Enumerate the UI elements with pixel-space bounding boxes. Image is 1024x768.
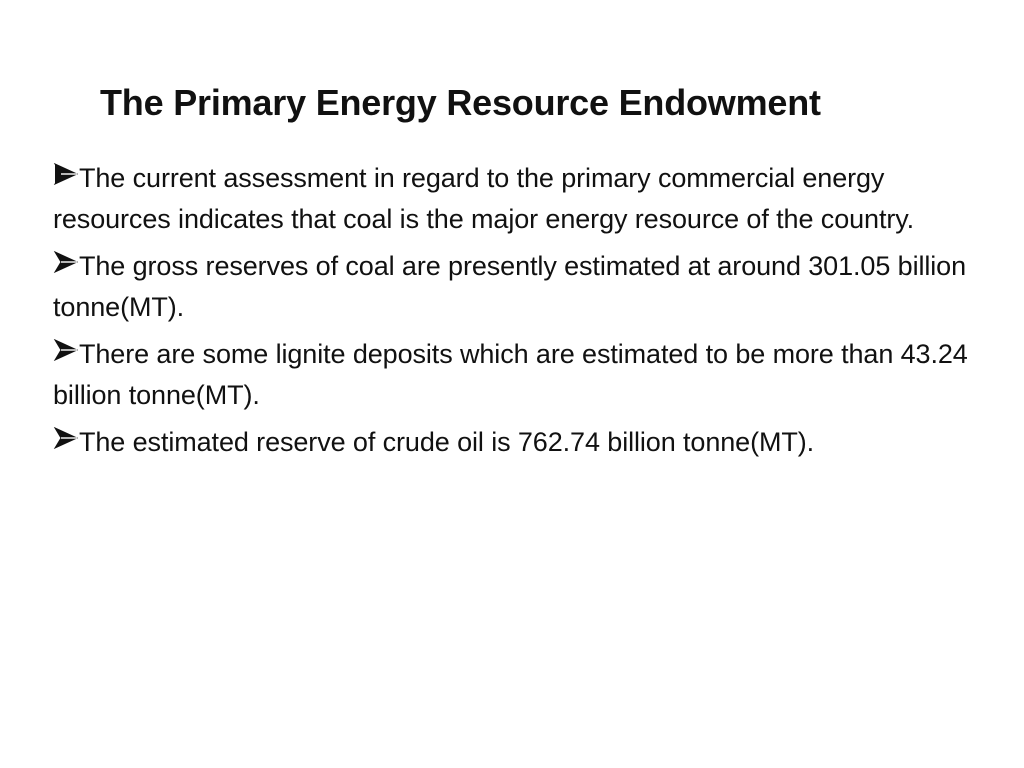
bullet-item	[53, 334, 968, 416]
bullet-text: The gross reserves of coal are presently estimated at around 301.05 billion tonne(MT).	[53, 251, 966, 322]
bullet-text: The current assessment in regard to the primary commercial energy resources indicates that coal is the major energy resource of the country.	[53, 163, 915, 234]
bullet-item	[53, 246, 968, 328]
slide-title: The Primary Energy Resource Endowment	[100, 82, 821, 123]
bullet-text: The estimated reserve of crude oil is 762.74 billion tonne(MT).	[79, 427, 815, 457]
bullet-item	[53, 422, 968, 463]
arrowhead-bullet-icon	[53, 339, 79, 361]
bullet-item	[53, 158, 968, 240]
arrowhead-bullet-icon	[53, 251, 79, 273]
arrowhead-bullet-icon	[53, 427, 79, 449]
arrowhead-bullet-icon	[53, 163, 79, 185]
bullet-text: There are some lignite deposits which are estimated to be more than 43.24 billion tonne(MT).	[53, 339, 968, 410]
bullet-list	[53, 158, 968, 469]
